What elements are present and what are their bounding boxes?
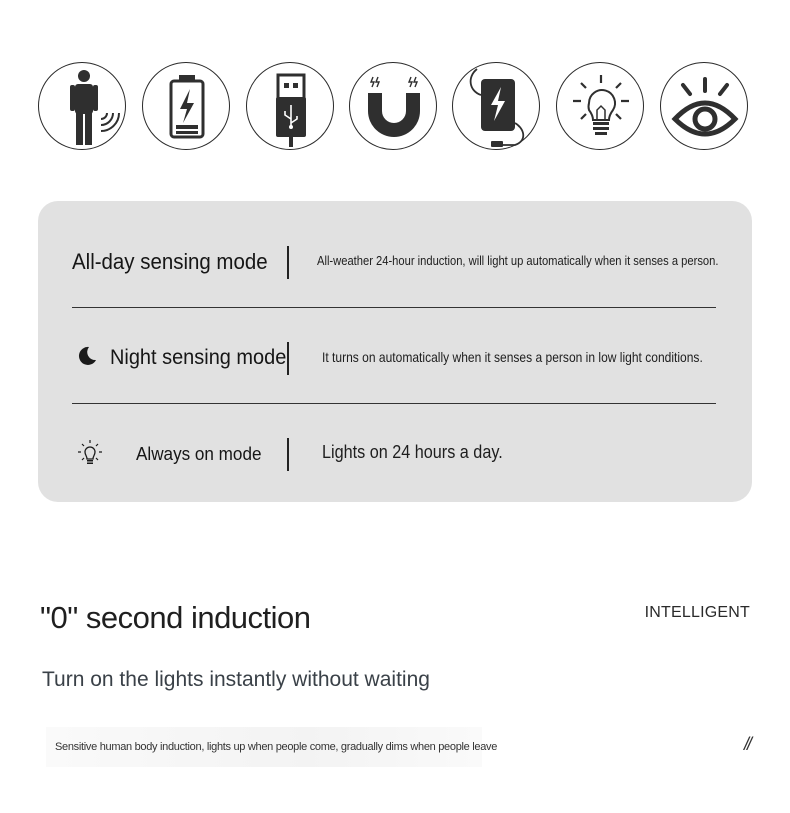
intelligent-tag: INTELLIGENT [644, 604, 750, 621]
mode-description: All-weather 24-hour induction, will light up automatically when it senses a person. [317, 253, 719, 268]
mode-divider [287, 438, 289, 471]
mode-title: Always on mode [136, 444, 262, 464]
mode-title: All-day sensing mode [72, 249, 268, 274]
mode-description: It turns on automatically when it senses a person in low light conditions. [322, 349, 703, 365]
feature-headline: "0" second induction [40, 600, 311, 635]
modes-panel [38, 201, 752, 502]
mode-title: Night sensing mode [110, 346, 287, 369]
light-bulb-icon [556, 62, 644, 150]
mode-divider [287, 246, 289, 279]
mode-row-all-day [38, 201, 752, 296]
eye-icon [660, 62, 748, 150]
human-sensor-icon [38, 62, 126, 150]
light-bulb-icon [76, 437, 104, 469]
feature-icons-row [0, 0, 790, 160]
mode-description: Lights on 24 hours a day. [322, 442, 503, 462]
decorative-slashes: // [743, 734, 750, 754]
magnet-icon [349, 62, 437, 150]
moon-icon [76, 345, 98, 367]
battery-charge-icon [142, 62, 230, 150]
mode-divider [287, 342, 289, 375]
feature-subheadline: Turn on the lights instantly without waiting [42, 668, 430, 691]
mode-row-always-on [38, 393, 752, 488]
feature-description-box [46, 727, 498, 767]
feature-description: Sensitive human body induction, lights up when people come, gradually dims when people leave [55, 741, 498, 753]
mode-row-night [38, 297, 752, 392]
power-bank-icon [452, 62, 540, 150]
usb-icon [246, 62, 334, 150]
